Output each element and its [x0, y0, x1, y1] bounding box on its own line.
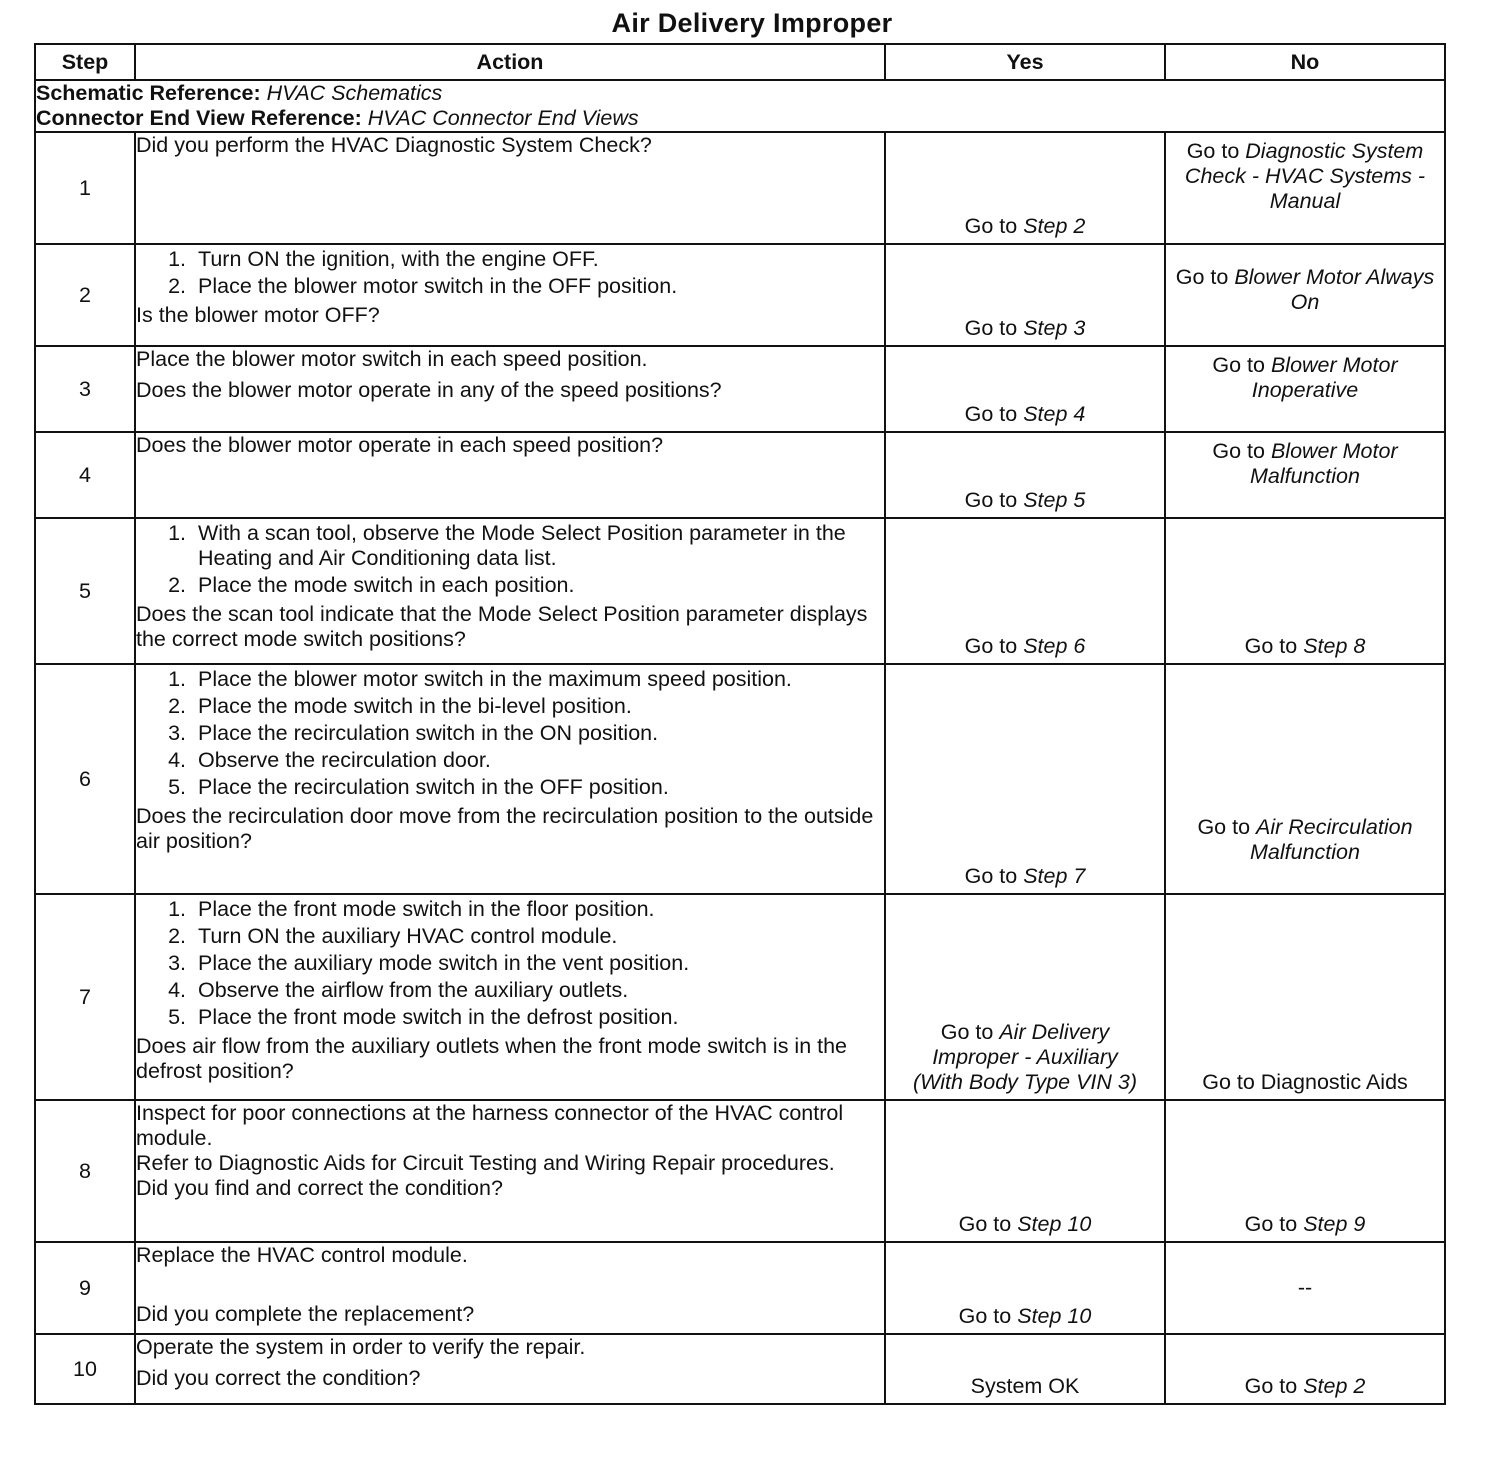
action-question: Does the blower motor operate in any of the speed positions?: [136, 378, 722, 402]
step-number: 6: [35, 664, 135, 894]
no-cell: [1165, 1334, 1445, 1404]
table-row: [35, 1100, 1445, 1242]
action-question: Did you find and correct the condition?: [136, 1176, 503, 1200]
action-question: Did you complete the replacement?: [136, 1302, 475, 1326]
go-to-text: Go to: [964, 316, 1018, 340]
go-to-text: Go to: [958, 1304, 1012, 1328]
action-cell: [135, 1100, 885, 1242]
yes-cell: [885, 244, 1165, 346]
action-line: Inspect for poor connections at the harness connector of the HVAC control module.: [136, 1101, 844, 1150]
action-question: Did you correct the condition?: [136, 1366, 421, 1390]
yes-cell: [885, 132, 1165, 244]
action-cell: [135, 244, 885, 346]
yes-cell: [885, 518, 1165, 664]
yes-link[interactable]: Step 4: [1023, 402, 1086, 426]
step-number: 9: [35, 1242, 135, 1334]
go-to-text: Go to: [1186, 139, 1240, 163]
yes-result: System OK: [970, 1374, 1080, 1398]
action-line: Place the blower motor switch in each speed position.: [136, 347, 648, 371]
action-cell: [135, 518, 885, 664]
header-step: Step: [35, 44, 135, 80]
yes-link[interactable]: Step 6: [1023, 634, 1086, 658]
action-item: 5. Place the recirculation switch in the OFF position.: [192, 775, 884, 800]
reference-row: [35, 80, 1445, 132]
no-cell: [1165, 664, 1445, 894]
reference-cell: [35, 80, 1445, 132]
no-cell: [1165, 244, 1445, 346]
action-line: Refer to Diagnostic Aids for Circuit Testing and Wiring Repair procedures.: [136, 1151, 835, 1175]
no-cell: [1165, 1242, 1445, 1334]
yes-link[interactable]: Step 7: [1023, 864, 1086, 888]
yes-link[interactable]: Step 10: [1017, 1304, 1092, 1328]
action-question: Did you perform the HVAC Diagnostic System Check?: [136, 133, 652, 157]
yes-link[interactable]: Step 5: [1023, 488, 1086, 512]
step-number: 4: [35, 432, 135, 518]
connector-reference: [36, 106, 1444, 131]
action-question: Does the recirculation door move from the recirculation position to the outside air position?: [136, 804, 874, 853]
go-to-text: Go to: [1212, 439, 1265, 463]
connector-reference-label: Connector End View Reference:: [36, 106, 362, 130]
action-cell: [135, 894, 885, 1100]
schematic-reference-label: Schematic Reference:: [36, 81, 261, 105]
no-link[interactable]: Air Recirculation Malfunction: [1250, 815, 1413, 864]
no-placeholder: --: [1297, 1275, 1313, 1300]
action-item: 2. Place the mode switch in each position.: [192, 573, 884, 598]
action-item: 2. Place the blower motor switch in the OFF position.: [192, 274, 884, 299]
action-question: Does air flow from the auxiliary outlets when the front mode switch is in the defrost position?: [136, 1034, 848, 1083]
no-cell: [1165, 432, 1445, 518]
yes-cell: [885, 894, 1165, 1100]
yes-cell: [885, 1334, 1165, 1404]
step-number: 7: [35, 894, 135, 1100]
step-number: 8: [35, 1100, 135, 1242]
no-link[interactable]: Step 2: [1303, 1374, 1366, 1398]
action-item: 1. Place the blower motor switch in the maximum speed position.: [192, 667, 884, 692]
action-line: Replace the HVAC control module.: [136, 1243, 468, 1267]
no-cell: [1165, 132, 1445, 244]
table-header-row: [35, 44, 1445, 80]
action-item: 2. Place the mode switch in the bi-level position.: [192, 694, 884, 719]
no-cell: [1165, 346, 1445, 432]
no-cell: [1165, 518, 1445, 664]
step-number: 1: [35, 132, 135, 244]
action-question: Does the blower motor operate in each speed position?: [136, 433, 664, 457]
action-question: Does the scan tool indicate that the Mode Select Position parameter displays the correct mode switch positions?: [136, 602, 868, 651]
action-item: 1. Turn ON the ignition, with the engine OFF.: [192, 247, 884, 272]
table-row: [35, 432, 1445, 518]
no-link[interactable]: Blower Motor Inoperative: [1251, 353, 1398, 402]
go-to-text: Go to: [1244, 634, 1298, 658]
action-item: 4. Observe the recirculation door.: [192, 748, 884, 773]
go-to-text: Go to: [964, 214, 1018, 238]
no-link[interactable]: Step 9: [1303, 1212, 1366, 1236]
table-row: [35, 1334, 1445, 1404]
action-list: [136, 897, 884, 1030]
action-list: [136, 247, 884, 299]
action-cell: [135, 432, 885, 518]
header-no: No: [1165, 44, 1445, 80]
yes-cell: [885, 1100, 1165, 1242]
table-row: [35, 894, 1445, 1100]
step-number: 10: [35, 1334, 135, 1404]
yes-cell: [885, 432, 1165, 518]
yes-link[interactable]: Step 10: [1017, 1212, 1092, 1236]
header-yes: Yes: [885, 44, 1165, 80]
action-cell: [135, 132, 885, 244]
yes-cell: [885, 346, 1165, 432]
go-to-text: Go to: [1244, 1374, 1298, 1398]
go-to-text: Go to: [1197, 815, 1251, 839]
action-cell: [135, 664, 885, 894]
go-to-text: Go to: [1212, 353, 1265, 377]
action-cell: [135, 1242, 885, 1334]
table-row: [35, 664, 1445, 894]
action-line: Operate the system in order to verify the repair.: [136, 1335, 586, 1359]
action-item: 1. With a scan tool, observe the Mode Select Position parameter in the Heating and Air Conditioning data list.: [192, 521, 884, 571]
schematic-reference: [36, 81, 1444, 106]
go-to-text: Go to: [964, 402, 1018, 426]
action-cell: [135, 346, 885, 432]
action-list: [136, 667, 884, 800]
go-to-text: Go to: [1175, 265, 1229, 289]
header-action: Action: [135, 44, 885, 80]
go-to-text: Go to: [964, 864, 1018, 888]
no-link[interactable]: Blower Motor Always On: [1234, 265, 1435, 314]
yes-link[interactable]: Air Delivery Improper - Auxiliary (With Body Type VIN 3): [912, 1020, 1138, 1094]
no-link[interactable]: Step 8: [1303, 634, 1366, 658]
step-number: 5: [35, 518, 135, 664]
action-item: 4. Observe the airflow from the auxiliary outlets.: [192, 978, 884, 1003]
action-item: 2. Turn ON the auxiliary HVAC control module.: [192, 924, 884, 949]
action-item: 1. Place the front mode switch in the floor position.: [192, 897, 884, 922]
action-item: 3. Place the recirculation switch in the ON position.: [192, 721, 884, 746]
table-row: [35, 1242, 1445, 1334]
table-row: [35, 518, 1445, 664]
go-to-text: Go to: [940, 1020, 994, 1044]
table-row: [35, 244, 1445, 346]
diagnostic-table: [34, 43, 1446, 1405]
action-item: 5. Place the front mode switch in the defrost position.: [192, 1005, 884, 1030]
no-cell: [1165, 1100, 1445, 1242]
action-question: Is the blower motor OFF?: [136, 303, 380, 327]
go-to-text: Go to: [964, 634, 1018, 658]
action-list: [136, 521, 884, 598]
no-link[interactable]: Diagnostic System Check - HVAC Systems - Manual: [1184, 139, 1426, 213]
yes-link[interactable]: Step 2: [1023, 214, 1086, 238]
no-cell: [1165, 894, 1445, 1100]
table-row: [35, 346, 1445, 432]
go-to-text: Go to: [1244, 1212, 1298, 1236]
action-cell: [135, 1334, 885, 1404]
table-row: [35, 132, 1445, 244]
no-link[interactable]: Blower Motor Malfunction: [1250, 439, 1398, 488]
yes-link[interactable]: Step 3: [1023, 316, 1086, 340]
page-title: Air Delivery Improper: [611, 8, 893, 38]
yes-cell: [885, 664, 1165, 894]
step-number: 3: [35, 346, 135, 432]
go-to-text: Go to: [964, 488, 1018, 512]
schematic-reference-link[interactable]: HVAC Schematics: [266, 81, 443, 105]
yes-cell: [885, 1242, 1165, 1334]
connector-reference-link[interactable]: HVAC Connector End Views: [367, 106, 639, 130]
no-link[interactable]: Go to Diagnostic Aids: [1202, 1070, 1408, 1094]
go-to-text: Go to: [958, 1212, 1012, 1236]
step-number: 2: [35, 244, 135, 346]
action-item: 3. Place the auxiliary mode switch in the vent position.: [192, 951, 884, 976]
